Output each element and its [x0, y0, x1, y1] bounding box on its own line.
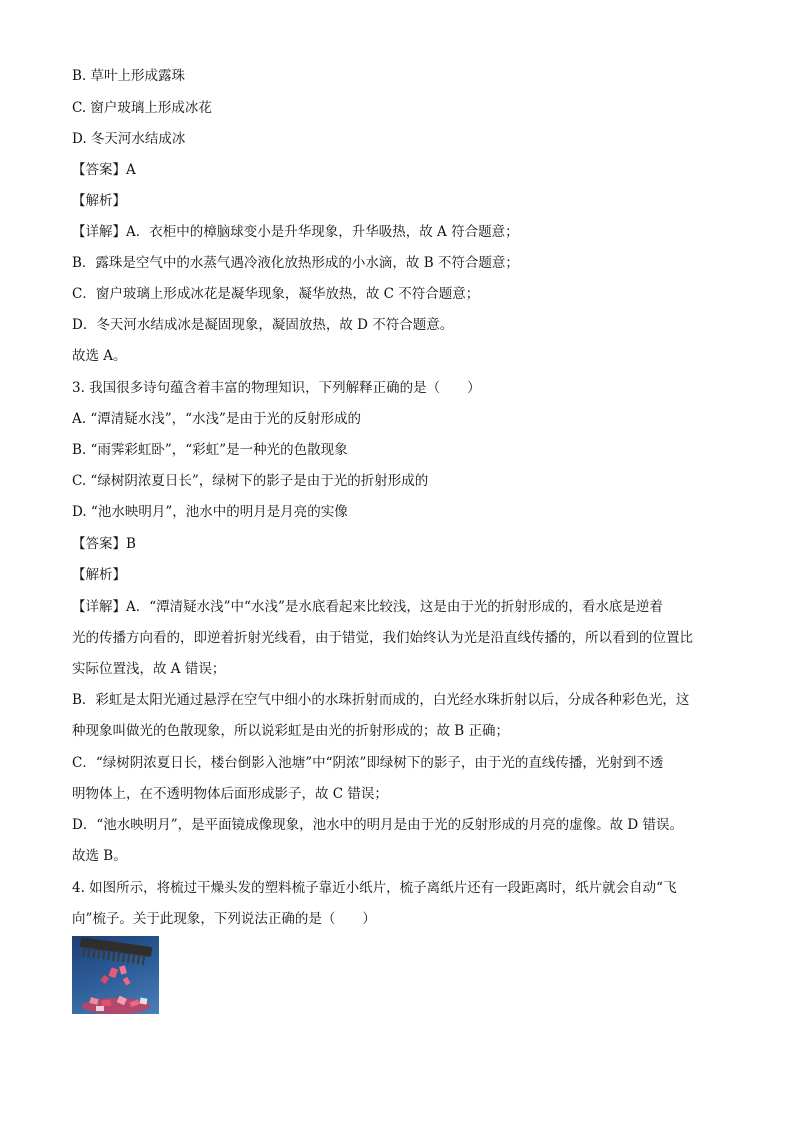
detail-line: 明物体上，在不透明物体后面形成影子，故 C 错误； — [72, 786, 388, 802]
detail-line: D．“池水映明月”，是平面镜成像现象，池水中的明月是由于光的反射形成的月亮的虚像。故 D 错误。 — [72, 817, 684, 833]
analysis-label: 【解析】 — [72, 567, 126, 583]
option-b-dew: B. 草叶上形成露珠 — [72, 68, 186, 84]
question-3-option-a: A. “潭清疑水浅”，“水浅”是由于光的反射形成的 — [72, 411, 361, 427]
detail-line: C．“绿树阴浓夏日长，楼台倒影入池塘”中“阴浓”即绿树下的影子，由于光的直线传播，光射到不透 — [72, 755, 664, 771]
question-4-stem: 4. 如图所示，将梳过干燥头发的塑料梳子靠近小纸片，梳子离纸片还有一段距离时，纸片就会自动“飞 — [72, 880, 677, 896]
question-4-stem-cont: 向”梳子。关于此现象，下列说法正确的是（ ） — [72, 911, 376, 927]
detail-line: 种现象叫做光的色散现象，所以说彩虹是由光的折射形成的；故 B 正确； — [72, 723, 510, 739]
detail-line: C．窗户玻璃上形成冰花是凝华现象，凝华放热，故 C 不符合题意； — [72, 286, 480, 302]
detail-line: D．冬天河水结成冰是凝固现象，凝固放热，故 D 不符合题意。 — [72, 317, 454, 333]
question-3-option-c: C. “绿树阴浓夏日长”，绿树下的影子是由于光的折射形成的 — [72, 473, 429, 489]
question-3-option-b: B. “雨霁彩虹卧”，“彩虹”是一种光的色散现象 — [72, 442, 348, 458]
conclusion-line: 故选 B。 — [72, 848, 127, 864]
detail-line: 【详解】A．“潭清疑水浅”中“水浅”是水底看起来比较浅，这是由于光的折射形成的，看水底是逆着 — [72, 599, 663, 615]
analysis-label: 【解析】 — [72, 193, 126, 209]
detail-line: B．露珠是空气中的水蒸气遇冷液化放热形成的小水滴，故 B 不符合题意； — [72, 255, 519, 271]
answer-label: 【答案】A — [72, 162, 136, 178]
comb-icon — [72, 936, 159, 1014]
question-3-option-d: D. “池水映明月”，池水中的明月是月亮的实像 — [72, 504, 348, 520]
answer-label: 【答案】B — [72, 536, 136, 552]
detail-line: B．彩虹是太阳光通过悬浮在空气中细小的水珠折射而成的，白光经水珠折射以后，分成各种彩色光，这 — [72, 692, 690, 708]
comb-and-paper-photo — [72, 936, 159, 1014]
question-3-stem: 3. 我国很多诗句蕴含着丰富的物理知识，下列解释正确的是（ ） — [72, 380, 481, 396]
option-c-frost: C. 窗户玻璃上形成冰花 — [72, 100, 212, 116]
detail-line: 【详解】A．衣柜中的樟脑球变小是升华现象，升华吸热，故 A 符合题意； — [72, 224, 519, 240]
option-d-ice: D. 冬天河水结成冰 — [72, 131, 186, 147]
conclusion-line: 故选 A。 — [72, 348, 127, 364]
detail-line: 实际位置浅，故 A 错误； — [72, 661, 226, 677]
detail-line: 光的传播方向看的，即逆着折射光线看，由于错觉，我们始终认为光是沿直线传播的，所以看到的位置比 — [72, 630, 693, 646]
